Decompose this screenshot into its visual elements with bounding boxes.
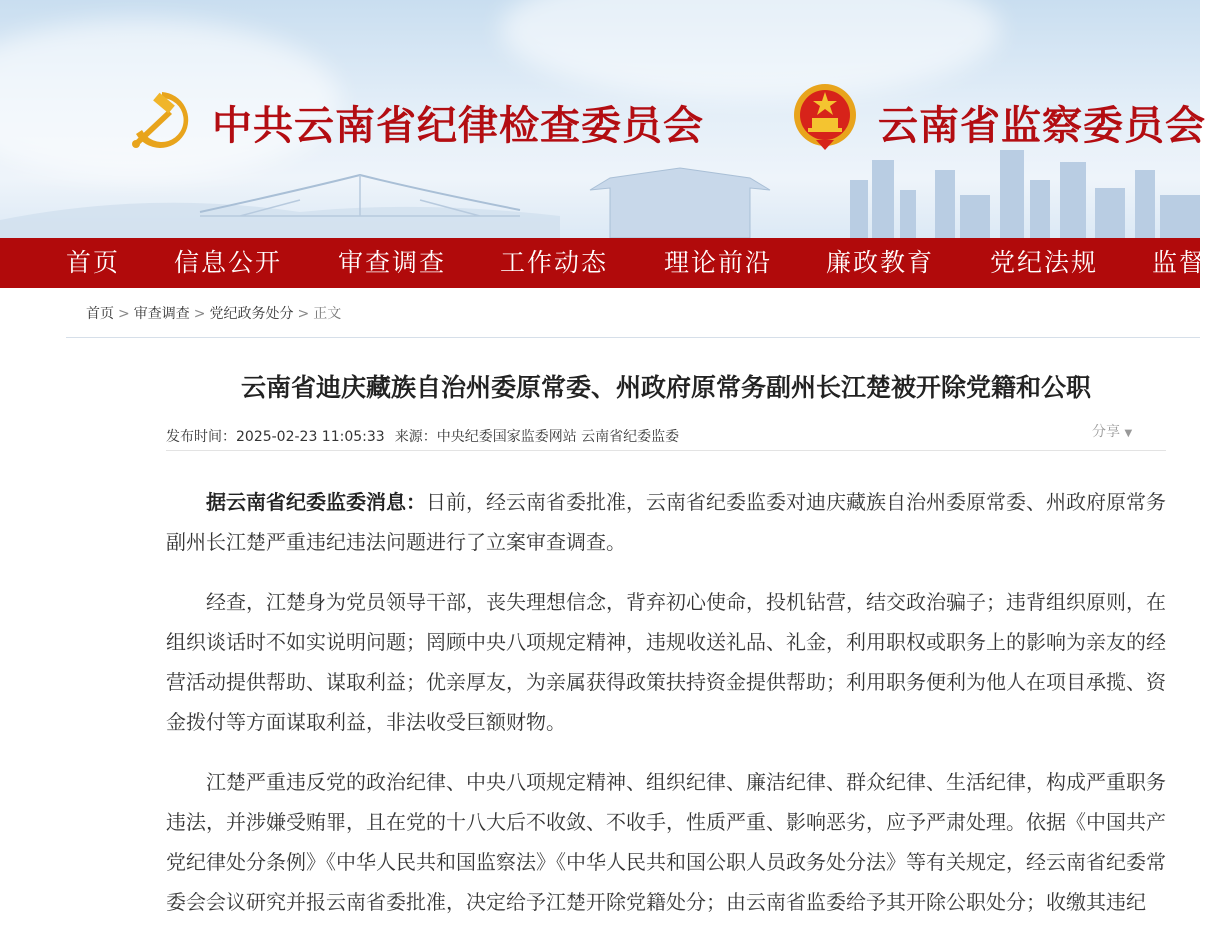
nav-item-education[interactable]: 廉政教育 — [826, 248, 935, 277]
chevron-down-icon: ▼ — [1124, 428, 1133, 439]
article-meta — [166, 426, 689, 446]
share-button[interactable] — [1092, 421, 1132, 441]
breadcrumb-separator: > — [118, 306, 130, 322]
divider — [166, 450, 1166, 451]
nav-item-theory[interactable]: 理论前沿 — [664, 248, 773, 277]
breadcrumb-discipline[interactable]: 党纪政务处分 — [209, 306, 294, 322]
publish-time: 发布时间：2025-02-23 11:05:33 — [166, 429, 385, 445]
breadcrumb-home[interactable]: 首页 — [86, 306, 114, 322]
share-label: 分享 — [1092, 424, 1120, 440]
breadcrumb-investigation[interactable]: 审查调查 — [133, 306, 190, 322]
header-banner — [0, 0, 1206, 238]
divider — [66, 337, 1200, 338]
breadcrumb-separator: > — [193, 306, 206, 322]
skyline-illustration — [0, 150, 1200, 238]
breadcrumb — [86, 303, 341, 323]
nav-item-home[interactable]: 首页 — [66, 248, 121, 277]
article-body — [166, 482, 1166, 942]
nav-item-investigation[interactable]: 审查调查 — [338, 248, 447, 277]
breadcrumb-current: 正文 — [313, 306, 342, 322]
paragraph: 经查，江楚身为党员领导干部，丧失理想信念，背弃初心使命，投机钻营，结交政治骗子；违背组织原则，在组织谈话时不如实说明问题；罔顾中央八项规定精神，违规收送礼品、礼金，利用职权或职务上的影响为亲友的经营活动提供帮助、谋取利益；优亲厚友，为亲属获得政策扶持资金提供帮助；利用职务便利为他人在项目承揽、资金拨付等方面谋取利益，非法收受巨额财物。 — [166, 590, 1166, 734]
article-title: 云南省迪庆藏族自治州委原常委、州政府原常务副州长江楚被开除党籍和公职 — [240, 373, 1091, 402]
site-title-commission: 中共云南省纪律检查委员会 — [212, 103, 704, 149]
breadcrumb-separator: > — [297, 306, 310, 322]
paragraph: 江楚严重违反党的政治纪律、中央八项规定精神、组织纪律、廉洁纪律、群众纪律、生活纪律，构成严重职务违法，并涉嫌受贿罪，且在党的十八大后不收敛、不收手，性质严重、影响恶劣，应予严肃处理。依据《中国共产党纪律处分条例》《中华人民共和国监察法》《中华人民共和国公职人员政务处分法》等有关规定，经云南省纪委常委会会议研究并报云南省委批准，决定给予江楚开除党籍处分；由云南省监委给予其开除公职处分；收缴其违纪 — [166, 770, 1166, 914]
site-title-supervision: 云南省监察委员会 — [878, 103, 1206, 149]
cloud-decoration — [500, 0, 1000, 100]
paragraph-text: 日前，经云南省委批准，云南省纪委监委对迪庆藏族自治州委原常委、州政府原常务副州长江楚严重违纪违法问题进行了立案审查调查。 — [166, 490, 1166, 554]
article-source: 来源：中央纪委国家监委网站 云南省纪委监委 — [394, 429, 680, 445]
nav-item-news[interactable]: 工作动态 — [500, 248, 609, 277]
paragraph — [166, 482, 1166, 562]
party-emblem-icon — [128, 88, 192, 152]
nav-item-info[interactable]: 信息公开 — [174, 248, 283, 277]
lead-source: 据云南省纪委监委消息： — [206, 490, 426, 514]
national-emblem-icon — [792, 82, 858, 152]
main-nav — [0, 238, 1206, 288]
nav-item-supervision[interactable]: 监督 — [1152, 248, 1206, 277]
nav-item-regulations[interactable]: 党纪法规 — [990, 248, 1099, 277]
